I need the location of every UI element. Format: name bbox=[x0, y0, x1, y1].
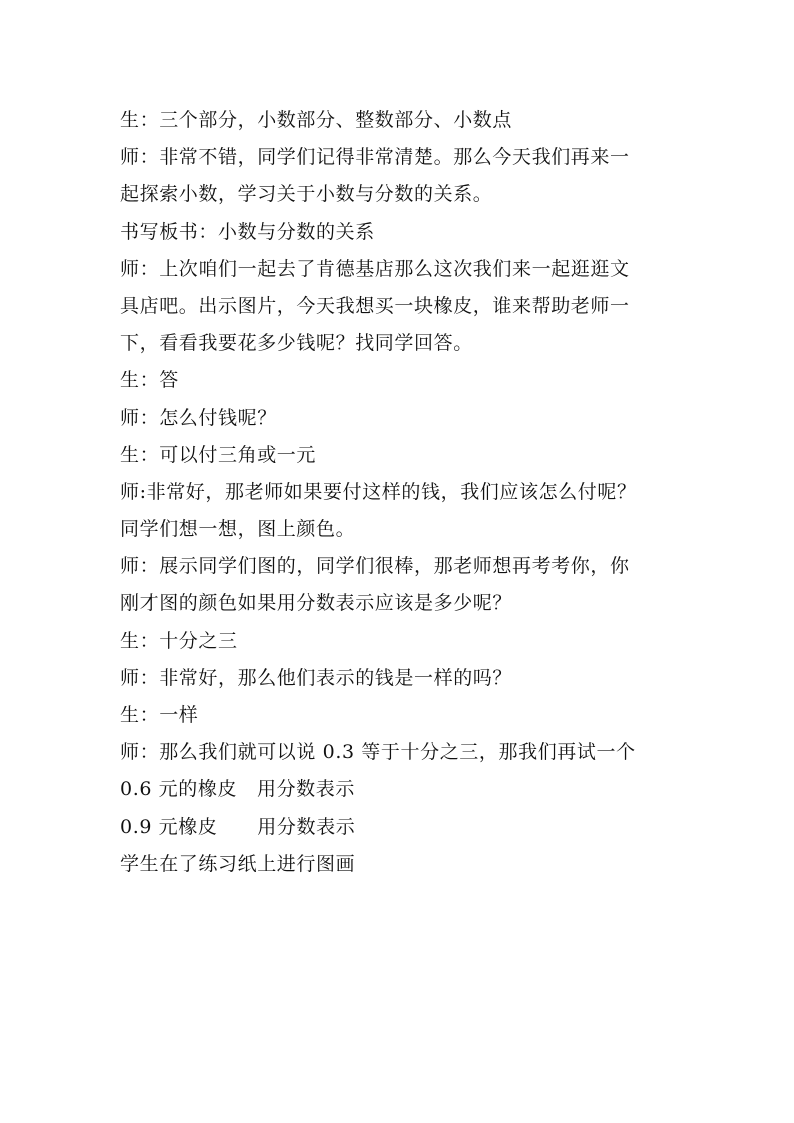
text-line-8: 生：答 bbox=[120, 369, 179, 392]
text-line-4: 书写板书：小数与分数的关系 bbox=[120, 220, 375, 243]
text-line-11: 师:非常好，那老师如果要付这样的钱，我们应该怎么付呢？ bbox=[120, 480, 637, 503]
text-line-16: 师：非常好，那么他们表示的钱是一样的吗？ bbox=[120, 666, 513, 689]
text-line-20: 0.9 元橡皮 用分数表示 bbox=[120, 815, 356, 838]
text-line-6: 具店吧。出示图片，今天我想买一块橡皮，谁来帮助老师一 bbox=[120, 294, 630, 317]
document-body bbox=[120, 102, 680, 883]
text-line-17: 生：一样 bbox=[120, 704, 199, 726]
text-line-7: 下，看看我要花多少钱呢？找同学回答。 bbox=[120, 332, 473, 355]
text-line-3: 起探索小数，学习关于小数与分数的关系。 bbox=[120, 183, 493, 206]
text-line-9: 师：怎么付钱呢？ bbox=[120, 406, 277, 429]
text-line-13: 师：展示同学们图的，同学们很棒，那老师想再考考你，你 bbox=[120, 555, 630, 578]
text-line-10: 生：可以付三角或一元 bbox=[120, 443, 317, 466]
text-line-15: 生：十分之三 bbox=[120, 629, 238, 652]
text-line-14: 刚才图的颜色如果用分数表示应该是多少呢？ bbox=[120, 592, 513, 615]
text-line-18: 师：那么我们就可以说 0.3 等于十分之三，那我们再试一个 bbox=[120, 741, 636, 764]
text-line-19: 0.6 元的橡皮 用分数表示 bbox=[120, 778, 355, 801]
text-line-5: 师：上次咱们一起去了肯德基店那么这次我们来一起逛逛文 bbox=[120, 257, 630, 280]
text-line-2: 师：非常不错，同学们记得非常清楚。那么今天我们再来一 bbox=[120, 146, 630, 169]
text-line-12: 同学们想一想，图上颜色。 bbox=[120, 518, 356, 541]
text-line-1: 生：三个部分，小数部分、整数部分、小数点 bbox=[120, 109, 513, 131]
text-line-21: 学生在了练习纸上进行图画 bbox=[120, 852, 356, 875]
